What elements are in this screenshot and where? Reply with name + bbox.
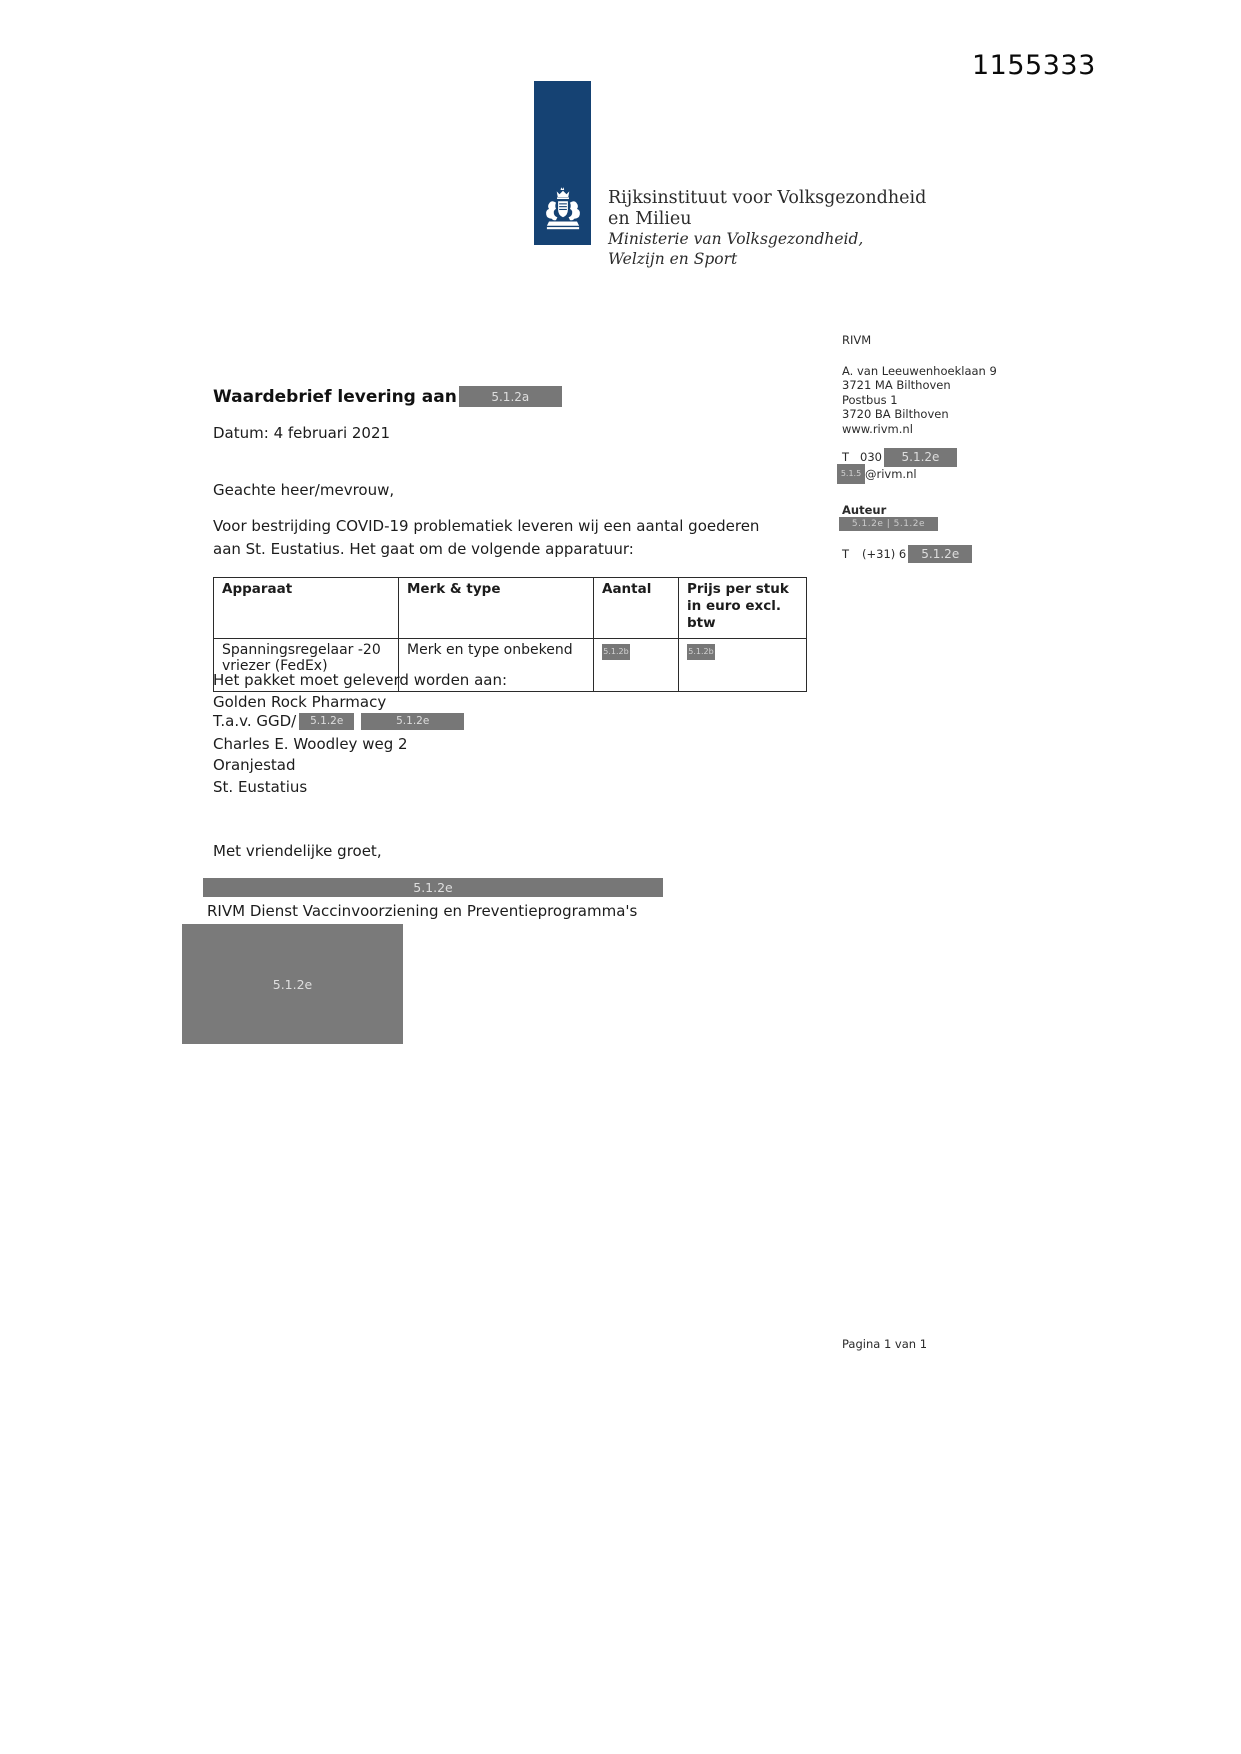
delivery-attn-row [213,712,464,730]
sidebar-mobile-row [842,545,972,563]
department-line: RIVM Dienst Vaccinvoorziening en Preventieprogramma's [207,902,638,920]
mobile-prefix: (+31) 6 [862,546,907,561]
phone-label: T [842,450,850,465]
institute-name-line2: en Milieu [608,209,692,229]
folio-number: 1155333 [972,50,1096,81]
ministry-name-line2: Welzijn en Sport [608,249,738,268]
delivery-name: Golden Rock Pharmacy [213,693,387,711]
address-line: A. van Leeuwenhoeklaan 9 [842,364,997,378]
body-line: aan St. Eustatius. Het gaat om de volgende apparatuur: [213,539,634,558]
aantal-redaction: 5.1.2b [602,644,630,660]
sidebar-address-block [842,364,997,436]
letter-title: Waardebrief levering aan [213,386,457,407]
website-text: www.rivm.nl [842,421,913,436]
salutation: Geachte heer/mevrouw, [213,481,395,499]
col-header-aantal: Aantal [594,578,679,639]
body-line: Voor bestrijding COVID-19 problematiek leveren wij een aantal goederen [213,517,760,535]
delivery-street: Charles E. Woodley weg 2 [213,735,408,753]
prijs-redaction: 5.1.2b [687,644,715,660]
title-redaction: 5.1.2a [459,386,562,407]
signature-redaction: 5.1.2e [182,924,403,1044]
rivm-coat-of-arms-icon [542,187,584,235]
phone-redaction: 5.1.2e [884,448,957,467]
cell-merk-type: Merk en type onbekend [399,639,594,692]
col-header-apparaat: Apparaat [214,578,399,639]
closing-greeting: Met vriendelijke groet, [213,842,382,860]
attn-redaction-2: 5.1.2e [361,713,464,730]
table-header-row [214,578,807,639]
institute-name-line1: Rijksinstituut voor Volksgezondheid [608,188,927,208]
cell-aantal [594,639,679,692]
mobile-label: T [842,546,850,561]
attn-prefix: T.a.v. GGD/ [213,712,297,730]
email-redaction: 5.1.5 [837,464,865,484]
ministry-name-line1: Ministerie van Volksgezondheid, [608,230,864,248]
address-line: 3720 BA Bilthoven [842,407,949,422]
sidebar-email-row [837,464,917,484]
delivery-intro: Het pakket moet geleverd worden aan: [213,671,508,689]
name-redaction-bar: 5.1.2e [203,878,663,897]
delivery-city: Oranjestad [213,756,296,774]
author-label: Auteur [842,503,887,517]
author-redaction: 5.1.2e | 5.1.2e [839,517,938,531]
email-suffix: @rivm.nl [865,466,917,481]
attn-redaction-1: 5.1.2e [299,713,354,730]
rijksoverheid-logo [534,81,591,245]
cell-prijs [679,639,807,692]
delivery-island: St. Eustatius [213,778,308,796]
cell-apparaat: Spanningsregelaar -20 vriezer (FedEx) [214,639,399,692]
address-line: 3721 MA Bilthoven [842,378,951,393]
col-header-prijs: Prijs per stuk in euro excl. btw [679,578,807,639]
logo-blue-bar [534,81,591,245]
mobile-redaction: 5.1.2e [908,545,972,563]
letter-body [213,515,759,560]
page-number: Pagina 1 van 1 [842,1337,928,1351]
sidebar-org: RIVM [842,333,872,347]
logo-text-block [608,188,926,269]
letter-title-row [213,386,562,407]
phone-prefix: 030 [860,450,882,465]
address-line: Postbus 1 [842,392,898,407]
date-line: Datum: 4 februari 2021 [213,424,391,442]
col-header-merk-type: Merk & type [399,578,594,639]
